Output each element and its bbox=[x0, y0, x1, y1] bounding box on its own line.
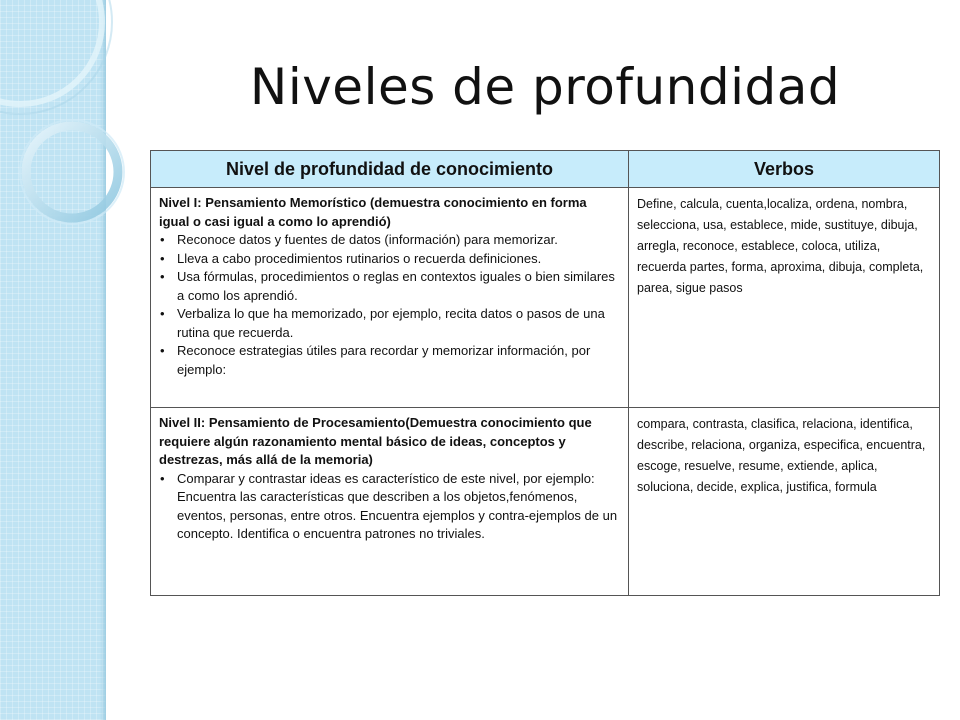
level-bullet-list bbox=[159, 470, 620, 544]
level-bullet-list bbox=[159, 231, 620, 379]
level-heading: Nivel II: Pensamiento de Procesamiento(Demuestra conocimiento que requiere algún razonamiento mental básico de ideas, conceptos y destrezas, más allá de la memoria) bbox=[159, 415, 592, 467]
level-heading: Nivel I: Pensamiento Memorístico (demuestra conocimiento en forma igual o casi igual a como lo aprendió) bbox=[159, 195, 587, 229]
table-row bbox=[151, 188, 940, 408]
small-ring-shape bbox=[26, 126, 118, 218]
column-header-level: Nivel de profundidad de conocimiento bbox=[151, 151, 629, 188]
level-description-cell bbox=[151, 188, 629, 408]
large-ring-shape bbox=[0, 0, 102, 104]
level-description-cell bbox=[151, 408, 629, 596]
verbs-cell: Define, calcula, cuenta,localiza, ordena, nombra, selecciona, usa, establece, mide, sustituye, dibuja, arregla, reconoce, establece, coloca, utiliza, recuerda partes, forma, aproxima, dibuja, completa, parea, sigue pasos bbox=[629, 188, 940, 408]
list-item: • Usa fórmulas, procedimientos o reglas en contextos iguales o bien similares a como los aprendió. bbox=[175, 268, 620, 305]
list-item: • Reconoce datos y fuentes de datos (información) para memorizar. bbox=[175, 231, 620, 250]
verbs-cell: compara, contrasta, clasifica, relaciona, identifica, describe, relaciona, organiza, especifica, encuentra, escoge, resuelve, resume, extiende, aplica, soluciona, decide, explica, justifica, formula bbox=[629, 408, 940, 596]
column-header-verbs: Verbos bbox=[629, 151, 940, 188]
list-item: • Comparar y contrastar ideas es característico de este nivel, por ejemplo: Encuentra las características que describen a los objetos,fenómenos, eventos, personas, entre otros. Encuentra ejemplos y contra-ejemplos de un concepto. Identifica o encuentra patrones no triviales. bbox=[175, 470, 620, 544]
small-ring-outline-shape bbox=[20, 120, 124, 224]
list-item: • Verbaliza lo que ha memorizado, por ejemplo, recita datos o pasos de una rutina que recuerda. bbox=[175, 305, 620, 342]
decorative-circles bbox=[0, 0, 160, 260]
slide-title: Niveles de profundidad bbox=[249, 58, 841, 116]
table-row bbox=[151, 408, 940, 596]
depth-levels-table bbox=[150, 150, 940, 596]
list-item: • Lleva a cabo procedimientos rutinarios o recuerda definiciones. bbox=[175, 250, 620, 269]
list-item: • Reconoce estrategias útiles para recordar y memorizar información, por ejemplo: bbox=[175, 342, 620, 379]
table-header-row bbox=[151, 151, 940, 188]
